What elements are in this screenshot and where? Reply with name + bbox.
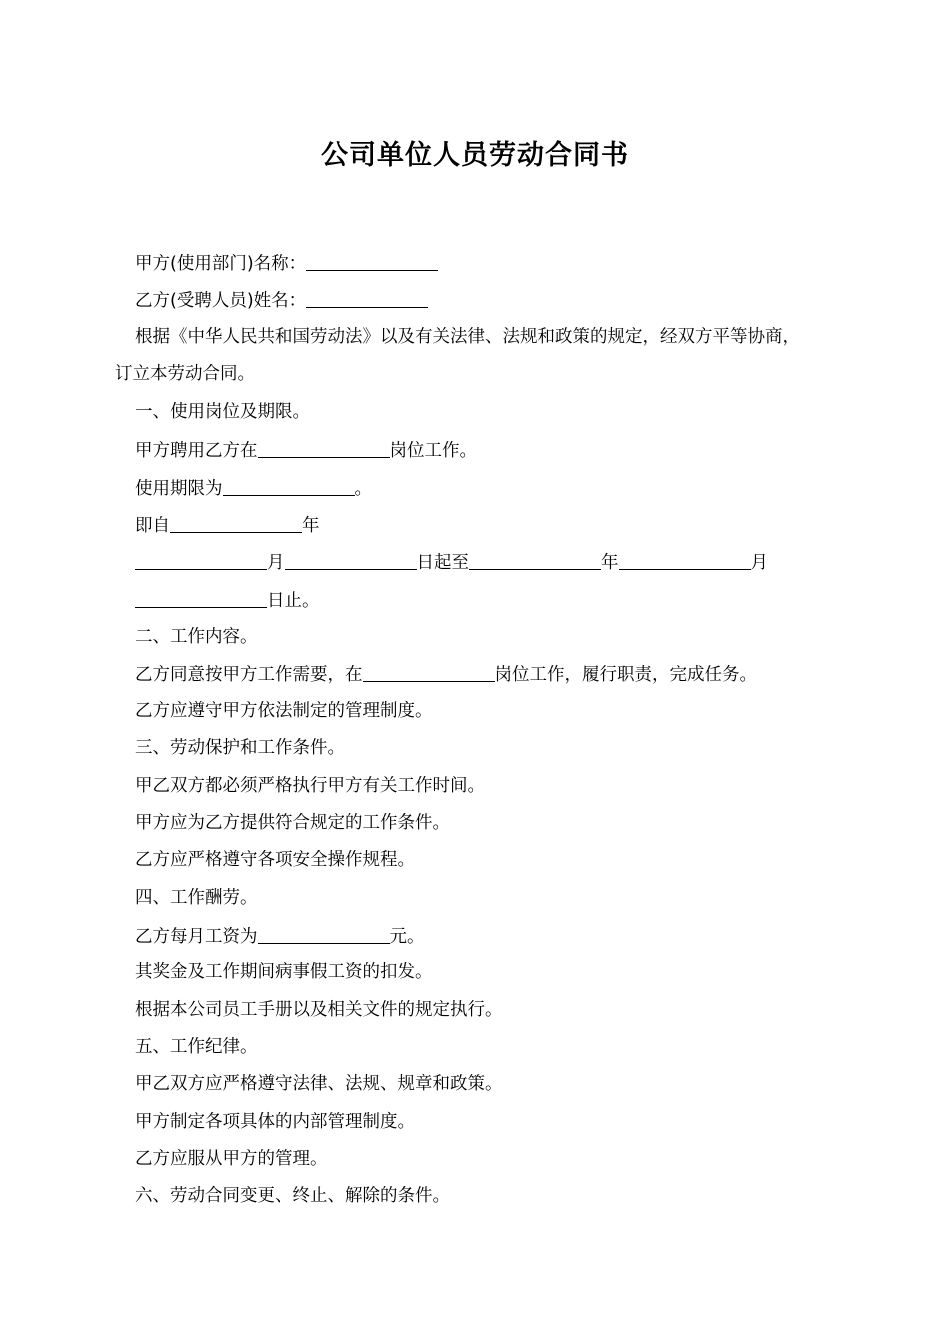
term-prefix: 使用期限为: [135, 479, 223, 499]
from-year-blank: [170, 514, 302, 533]
section-3-para-3: 乙方应严格遵守各项安全操作规程。: [135, 850, 415, 870]
section-5-heading: 五、工作纪律。: [135, 1037, 258, 1057]
month-blank: [135, 551, 267, 570]
section-3-para-2: 甲方应为乙方提供符合规定的工作条件。: [135, 813, 450, 833]
party-a-label: 甲方(使用部门)名称：: [135, 254, 307, 274]
document-title: 公司单位人员劳动合同书: [321, 140, 629, 171]
section-1-heading: 一、使用岗位及期限。: [135, 402, 310, 422]
from-prefix: 即自: [135, 516, 170, 536]
year2-label: 年: [601, 553, 619, 573]
term-suffix: 。: [354, 479, 372, 499]
section-5-para-2: 甲方制定各项具体的内部管理制度。: [135, 1112, 415, 1132]
end-label: 日止。: [267, 591, 320, 611]
section-3-heading: 三、劳动保护和工作条件。: [135, 738, 345, 758]
section-2-para-1: [135, 663, 757, 686]
post-prefix: 甲方聘用乙方在: [135, 441, 258, 461]
section-1-from-line: [135, 514, 320, 537]
section-6-heading: 六、劳动合同变更、终止、解除的条件。: [135, 1186, 450, 1206]
salary-blank: [258, 925, 390, 944]
day-blank: [285, 551, 417, 570]
section-5-para-3: 乙方应服从甲方的管理。: [135, 1149, 328, 1169]
section-1-date-line: [135, 551, 768, 574]
post-suffix: 岗位工作。: [389, 441, 477, 461]
salary-prefix: 乙方每月工资为: [135, 927, 258, 947]
section-4-heading: 四、工作酬劳。: [135, 888, 258, 908]
section-4-para-1: [135, 925, 425, 948]
section-4-para-3: 根据本公司员工手册以及相关文件的规定执行。: [135, 1000, 503, 1020]
party-a-blank: [306, 252, 438, 271]
section-2-para-2: 乙方应遵守甲方依法制定的管理制度。: [135, 701, 433, 721]
section-5-para-1: 甲乙双方应严格遵守法律、法规、规章和政策。: [135, 1074, 503, 1094]
month2-blank: [619, 551, 751, 570]
from-year-label: 年: [302, 516, 320, 536]
party-b-blank: [306, 289, 428, 308]
section-1-term-line: [135, 477, 372, 500]
term-blank: [223, 477, 355, 496]
year2-blank: [469, 551, 601, 570]
section-3-para-1: 甲乙双方都必须严格执行甲方有关工作时间。: [135, 776, 485, 796]
party-a-line: [135, 252, 438, 275]
s2-post-blank: [363, 663, 495, 682]
party-b-label: 乙方(受聘人员)姓名：: [135, 291, 307, 311]
preamble-paragraph: 根据《中华人民共和国劳动法》以及有关法律、法规和政策的规定，经双方平等协商，订立本劳动合同。: [115, 327, 800, 384]
s2-p1-suffix: 岗位工作，履行职责，完成任务。: [494, 665, 757, 685]
post-blank: [258, 439, 390, 458]
section-1-post-line: [135, 439, 477, 462]
day-to-label: 日起至: [416, 553, 469, 573]
section-2-heading: 二、工作内容。: [135, 627, 258, 647]
end-day-blank: [135, 589, 267, 608]
section-1-end-line: [135, 589, 320, 612]
salary-suffix: 元。: [389, 927, 425, 947]
party-b-line: [135, 289, 428, 312]
month-label: 月: [267, 553, 285, 573]
s2-p1-prefix: 乙方同意按甲方工作需要，在: [135, 665, 363, 685]
section-4-para-2: 其奖金及工作期间病事假工资的扣发。: [135, 962, 433, 982]
month2-label: 月: [750, 553, 768, 573]
